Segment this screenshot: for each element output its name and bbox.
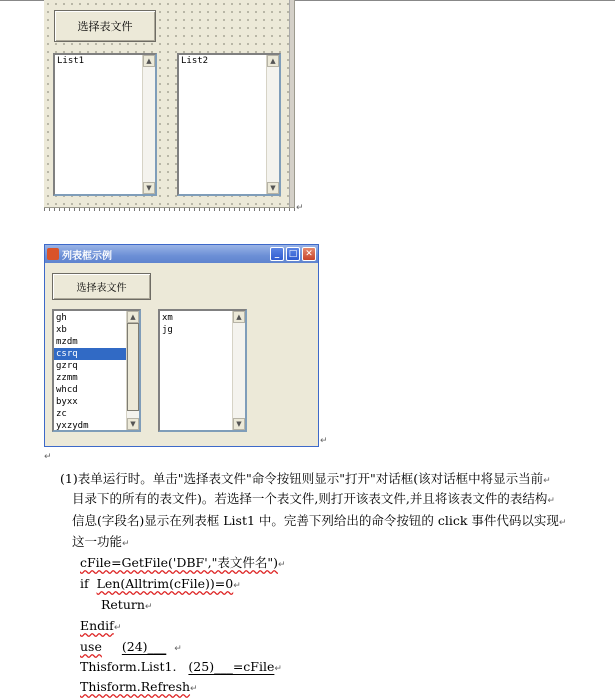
select-table-file-button[interactable] (52, 273, 151, 300)
paragraph-mark: ↵ (44, 452, 52, 462)
scroll-thumb[interactable] (127, 323, 139, 411)
design-ruler-bottom (44, 208, 296, 211)
list2-label: List2 (181, 56, 209, 66)
code-line-7: Thisform.Refresh↵ (80, 679, 198, 694)
scroll-up-icon[interactable]: ▲ (267, 55, 279, 67)
scroll-down-icon[interactable]: ▼ (267, 182, 279, 194)
code-line-4: Endif↵ (80, 618, 122, 633)
list2-design-scrollbar[interactable] (266, 55, 279, 194)
list1-runtime[interactable] (52, 309, 141, 432)
scroll-up-icon[interactable]: ▲ (127, 311, 139, 323)
design-button-label: 选择表文件 (77, 20, 133, 33)
list-item[interactable]: gh (56, 313, 67, 323)
list-item[interactable]: xm (162, 313, 173, 323)
paragraph-mark: ↵ (296, 203, 304, 213)
list1-items (54, 312, 127, 432)
design-ruler-right (289, 0, 294, 207)
window-titlebar[interactable] (45, 245, 318, 263)
list-item[interactable]: whcd (56, 385, 78, 395)
scroll-down-icon[interactable]: ▼ (143, 182, 155, 194)
list1-scrollbar[interactable] (126, 311, 139, 430)
list-item[interactable]: zc (56, 409, 67, 419)
list1-design-scrollbar[interactable] (142, 55, 155, 194)
list-item-selected[interactable]: csrq (54, 348, 127, 360)
list2-design[interactable] (177, 53, 281, 196)
close-icon[interactable]: ✕ (302, 247, 316, 261)
code-line-2: if Len(Alltrim(cFile))=0↵ (80, 576, 241, 591)
list2-runtime[interactable] (158, 309, 247, 432)
list-item[interactable]: yxzydm (56, 421, 89, 431)
scroll-down-icon[interactable]: ▼ (127, 418, 139, 430)
scroll-down-icon[interactable]: ▼ (233, 418, 245, 430)
code-line-3: Return↵ (101, 597, 153, 612)
list2-scrollbar[interactable] (232, 311, 245, 430)
list-item[interactable]: xb (56, 325, 67, 335)
scroll-up-icon[interactable]: ▲ (143, 55, 155, 67)
list-item[interactable]: gzrq (56, 361, 78, 371)
list-item[interactable]: mzdm (56, 337, 78, 347)
app-fox-icon (47, 248, 59, 260)
design-form-canvas (44, 0, 295, 208)
list1-label: List1 (57, 56, 85, 66)
list-item[interactable]: jg (162, 325, 173, 335)
code-line-1: cFile=GetFile('DBF',"表文件名")↵ (80, 555, 286, 570)
question-line-4: 这一功能↵ (72, 534, 130, 549)
window-title: 列表框示例 (62, 250, 112, 262)
list-item[interactable]: byxx (56, 397, 78, 407)
runtime-window (44, 244, 319, 447)
code-line-6: Thisform.List1. (25)___=cFile↵ (80, 659, 282, 674)
question-line-1: (1)表单运行时。单击"选择表文件"命令按钮则显示"打开"对话框(该对话框中将显示当前↵ (60, 471, 551, 486)
list1-design[interactable] (53, 53, 157, 196)
scroll-up-icon[interactable]: ▲ (233, 311, 245, 323)
maximize-icon[interactable]: □ (286, 247, 300, 261)
question-line-3: 信息(字段名)显示在列表框 List1 中。完善下列给出的命令按钮的 click 事件代码以实现↵ (72, 513, 567, 528)
code-line-5: use (24)___ ↵ (80, 639, 182, 654)
list2-items (160, 312, 233, 336)
list-item[interactable]: zzmm (56, 373, 78, 383)
question-line-2: 目录下的所有的表文件)。若选择一个表文件,则打开该表文件,并且将该表文件的表结构↵ (72, 491, 555, 506)
paragraph-mark: ↵ (320, 436, 328, 446)
select-table-file-button-design[interactable] (54, 10, 156, 42)
runtime-button-label: 选择表文件 (76, 283, 127, 294)
minimize-icon[interactable]: _ (270, 247, 284, 261)
